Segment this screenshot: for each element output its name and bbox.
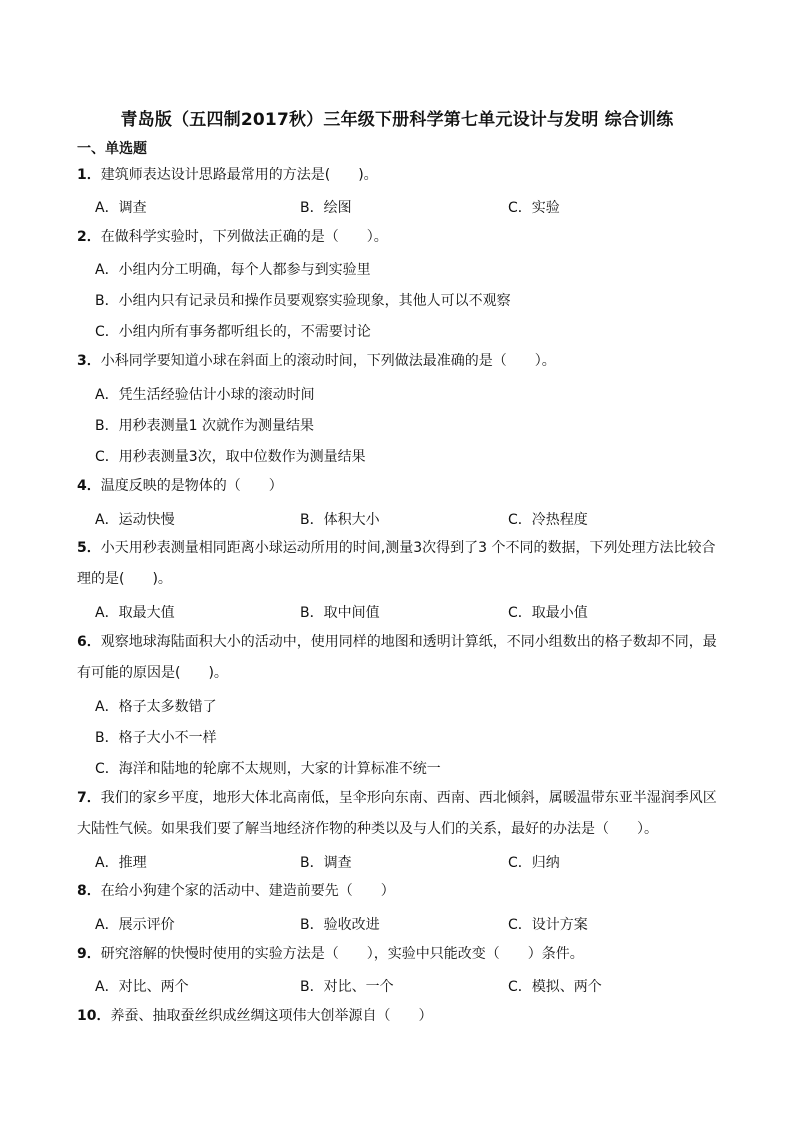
option-3c: C．用秒表测量3次，取中位数作为测量结果: [95, 449, 366, 465]
option-5b: B．取中间值: [300, 605, 380, 621]
question-number: 10．: [77, 1008, 111, 1024]
option-5a: A．取最大值: [95, 605, 175, 621]
option-4a: A．运动快慢: [95, 512, 175, 528]
question-text: 我们的家乡平度，地形大体北高南低，呈伞形向东南、西南、西北倾斜，属暖温带东亚半湿润季风区大陆性气候。如果我们要了解当地经济作物的种类以及与人们的关系，最好的办法是（ ）。: [77, 790, 717, 837]
option-8c: C．设计方案: [508, 917, 588, 933]
question-number: 5．: [77, 540, 101, 556]
option-2c: C．小组内所有事务都听组长的，不需要讨论: [95, 324, 371, 340]
question-6: [77, 627, 722, 689]
question-text: 在给小狗建个家的活动中、建造前要先（ ）: [100, 883, 395, 899]
option-6c: C．海洋和陆地的轮廓不太规则，大家的计算标准不统一: [95, 761, 441, 777]
option-4b: B．体积大小: [300, 512, 380, 528]
option-9c: C．模拟、两个: [508, 979, 602, 995]
question-text: 建筑师表达设计思路最常用的方法是( )。: [100, 167, 378, 183]
question-number: 8．: [77, 883, 101, 899]
question-text: 小天用秒表测量相同距离小球运动所用的时间,测量3次得到了3 个不同的数据，下列处理方法比较合理的是( )。: [77, 540, 716, 587]
question-5: [77, 533, 722, 595]
question-text: 观察地球海陆面积大小的活动中，使用同样的地图和透明计算纸，不同小组数出的格子数却不同，最有可能的原因是( )。: [77, 634, 717, 681]
question-text: 养蚕、抽取蚕丝织成丝绸这项伟大创举源自（ ）: [110, 1008, 433, 1024]
option-3b: B．用秒表测量1 次就作为测量结果: [95, 418, 314, 434]
question-number: 6．: [77, 634, 101, 650]
page-title: 青岛版（五四制2017秋）三年级下册科学第七单元设计与发明 综合训练: [120, 110, 674, 130]
option-8a: A．展示评价: [95, 917, 175, 933]
question-text: 研究溶解的快慢时使用的实验方法是（ ），实验中只能改变（ ）条件。: [100, 946, 584, 962]
option-3a: A．凭生活经验估计小球的滚动时间: [95, 387, 315, 403]
question-9: [77, 939, 722, 970]
question-7: [77, 783, 722, 845]
option-1a: A．调查: [95, 200, 147, 216]
option-4c: C．冷热程度: [508, 512, 588, 528]
question-10: [77, 1001, 722, 1032]
question-text: 小科同学要知道小球在斜面上的滚动时间，下列做法最准确的是（ ）。: [100, 353, 556, 369]
option-5c: C．取最小值: [508, 605, 588, 621]
option-2a: A．小组内分工明确，每个人都参与到实验里: [95, 262, 371, 278]
question-number: 7．: [77, 790, 101, 806]
question-3: [77, 346, 722, 377]
question-number: 9．: [77, 946, 101, 962]
option-9b: B．对比、一个: [300, 979, 394, 995]
option-2b: B．小组内只有记录员和操作员要观察实验现象，其他人可以不观察: [95, 293, 511, 309]
option-7a: A．推理: [95, 855, 147, 871]
option-8b: B．验收改进: [300, 917, 380, 933]
option-7b: B．调查: [300, 855, 352, 871]
question-1: [77, 160, 722, 191]
option-9a: A．对比、两个: [95, 979, 189, 995]
option-1c: C．实验: [508, 200, 560, 216]
question-text: 温度反映的是物体的（ ）: [100, 478, 283, 494]
option-7c: C．归纳: [508, 855, 560, 871]
option-6a: A．格子太多数错了: [95, 699, 217, 715]
option-6b: B．格子大小不一样: [95, 730, 217, 746]
option-1b: B．绘图: [300, 200, 352, 216]
section-heading: 一、单选题: [77, 141, 147, 157]
question-number: 3．: [77, 353, 101, 369]
question-number: 2．: [77, 229, 101, 245]
question-2: [77, 222, 722, 253]
question-number: 4．: [77, 478, 101, 494]
question-number: 1．: [77, 167, 101, 183]
question-8: [77, 876, 722, 907]
question-4: [77, 471, 722, 502]
question-text: 在做科学实验时，下列做法正确的是（ ）。: [100, 229, 388, 245]
